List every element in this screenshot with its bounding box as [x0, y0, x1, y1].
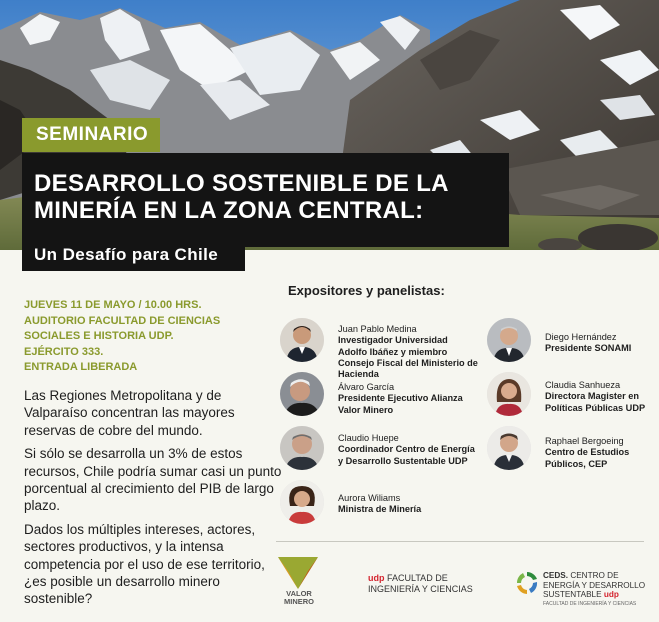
speaker-name: Raphael Bergoeing [545, 436, 624, 446]
speaker-role: Directora Magister en Políticas Públicas UDP [545, 391, 646, 413]
valor-minero-text [277, 590, 321, 606]
footer-divider [276, 541, 644, 542]
speaker-bergoeing [545, 436, 655, 470]
ceds-line-2: ENERGÍA Y DESARROLLO [543, 580, 646, 590]
udp-faculty-logo [368, 573, 473, 595]
seminar-tag: SEMINARIO [22, 118, 160, 152]
description-paragraph-2: Si sólo se desarrolla un 3% de estos recursos, Chile podría sumar casi un punto porcentual al crecimiento del PIB de largo plazo. [24, 446, 282, 514]
speaker-photo-wiliams [280, 480, 324, 524]
speaker-role: Ministra de Minería [338, 504, 422, 515]
speaker-photo-huepe [280, 426, 324, 470]
seminar-subtitle: Un Desafío para Chile [34, 245, 219, 264]
speakers-heading: Expositores y panelistas: [288, 283, 445, 298]
event-entry: ENTRADA LIBERADA [24, 361, 138, 373]
ceds-small-text: FACULTAD DE INGENIERÍA Y CIENCIAS [543, 600, 637, 607]
speaker-name: Claudio Huepe [338, 433, 399, 443]
speaker-name: Diego Hernández [545, 332, 617, 342]
speaker-role: Coordinador Centro de Energía y Desarrollo Sustentable UDP [338, 444, 475, 466]
speaker-role: Investigador Universidad Adolfo Ibáñez y miembro Consejo Fiscal del Ministerio de Hacienda [338, 335, 478, 380]
ceds-line-1: CENTRO DE [570, 571, 619, 580]
speaker-photo-garcia [280, 372, 324, 416]
speaker-photo-bergoeing [487, 426, 531, 470]
speaker-sanhueza [545, 380, 657, 414]
speaker-name: Aurora Wiliams [338, 493, 401, 503]
ceds-recycle-icon [514, 570, 540, 596]
minero-word: MINERO [284, 597, 314, 606]
speaker-role: Centro de Estudios Públicos, CEP [545, 447, 630, 469]
ceds-logo-text [543, 571, 645, 609]
valor-word: VALOR [286, 589, 312, 598]
event-date: JUEVES 11 DE MAYO / 10.00 HRS. [24, 299, 202, 311]
event-venue-line-2: SOCIALES E HISTORIA UDP. [24, 330, 174, 342]
ceds-line-3: SUSTENTABLE [543, 590, 602, 599]
speaker-huepe [338, 433, 478, 467]
title-line-1: DESARROLLO SOSTENIBLE DE LA [34, 170, 449, 197]
udp-faculty-line-1: FACULTAD DE [387, 573, 448, 583]
title-line-2: MINERÍA EN LA ZONA CENTRAL: [34, 197, 424, 224]
speaker-role: Presidente Ejecutivo Alianza Valor Minero [338, 393, 463, 415]
speaker-photo-hernandez [487, 318, 531, 362]
ceds-udp-mark: udp [603, 590, 619, 599]
speaker-name: Juan Pablo Medina [338, 324, 417, 334]
ceds-mark: CEDS. [543, 571, 569, 580]
speaker-wiliams [338, 493, 478, 516]
udp-mark: udp [368, 573, 385, 583]
speaker-medina [338, 324, 478, 380]
description-paragraph-3: Dados los múltiples intereses, actores, sectores productivos, y la intensa competencia por el uso de ese territorio, ¿es posible un desarrollo minero sostenible? [24, 521, 265, 607]
speaker-name: Claudia Sanhueza [545, 380, 621, 390]
speaker-photo-medina [280, 318, 324, 362]
speaker-photo-sanhueza [487, 372, 531, 416]
event-address: EJÉRCITO 333. [24, 345, 104, 358]
udp-faculty-line-2: INGENIERÍA Y CIENCIAS [368, 584, 473, 594]
seminar-title [34, 170, 514, 224]
event-venue-line-1: AUDITORIO FACULTAD DE CIENCIAS [24, 314, 221, 327]
event-info [24, 298, 220, 376]
description-paragraph-1: Las Regiones Metropolitana y de Valparaíso concentran las mayores reservas de cobre del mundo. [24, 388, 235, 438]
speaker-role: Presidente SONAMI [545, 343, 632, 354]
speaker-garcia [338, 382, 478, 416]
speaker-name: Álvaro García [338, 382, 395, 392]
speaker-hernandez [545, 332, 655, 355]
seminar-description [24, 387, 284, 614]
